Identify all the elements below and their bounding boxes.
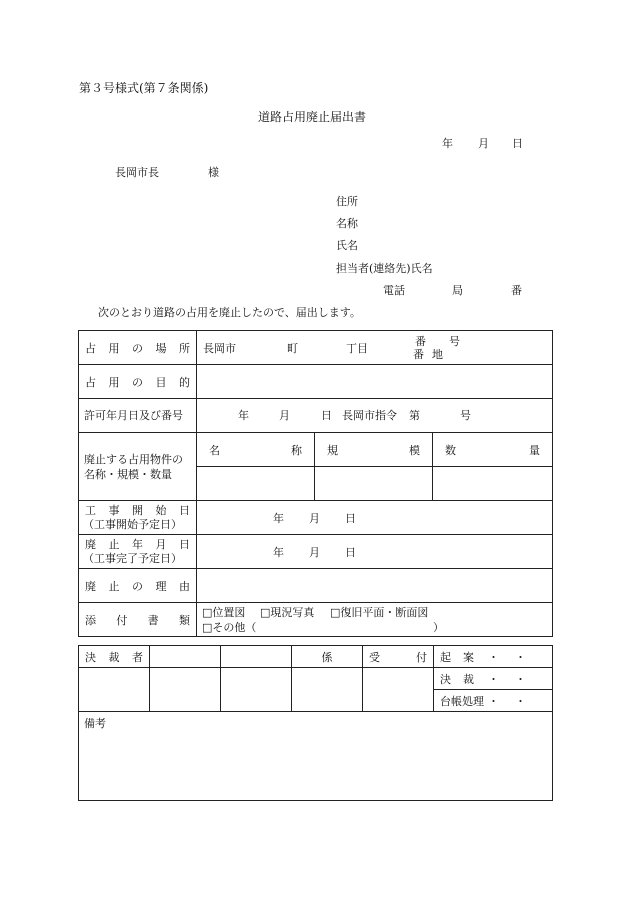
objects-label-line2: 名称・規模・数量 [84,467,172,481]
permit-go: 号 [460,409,471,422]
attachment-location-map[interactable]: □位置図 [202,606,246,619]
date-year: 年 [442,137,453,150]
start-label-cell [79,501,197,535]
remarks-cell[interactable] [79,712,553,801]
purpose-label-cell [79,365,197,399]
objects-label-cell [79,433,197,501]
end-label-line1: 廃 止 年 月 日 [85,537,190,551]
phone-label: 電話 [383,284,405,297]
addressee-honorific: 様 [208,166,219,179]
intro-text: 次のとおり道路の占用を廃止したので、届出します。 [98,306,361,319]
location-value-cell[interactable] [197,331,553,365]
approver-cell-2 [221,646,292,668]
location-machi: 町 [287,342,298,355]
reason-label-cell [79,569,197,603]
attachment-other[interactable]: □その他（ [202,621,257,634]
remarks-label: 備考 [84,717,106,730]
end-label-line2: （工事完了予定日） [83,551,182,565]
location-label-cell [79,331,197,365]
start-label-line2: （工事開始予定日） [83,517,182,531]
kian-cell: 起 案 ・ ・ [434,646,553,668]
end-day: 日 [345,546,356,559]
start-label-line1: 工 事 開 始 日 [85,503,190,517]
end-month: 月 [309,546,320,559]
objects-name-header: 名 称 [197,433,315,467]
date-day: 日 [512,137,523,150]
attachment-restoration-drawing[interactable]: □復旧平面・断面図 [330,606,429,619]
kakari-header: 係 [292,646,363,668]
date-month: 月 [478,137,489,150]
stamp-cell-5 [363,668,434,712]
objects-qty-header: 数 量 [433,433,553,467]
application-form-table [78,330,553,637]
stamp-cell-1 [79,668,150,712]
stamp-cell-3 [221,668,292,712]
form-number: 第３号様式(第７条関係) [79,81,209,95]
stamp-cell-2 [150,668,221,712]
permit-month: 月 [279,409,290,422]
reason-label: 廃 止 の 理 由 [85,579,190,593]
permit-label: 許可年月日及び番号 [84,409,183,422]
attachment-site-photo[interactable]: □現況写真 [260,606,315,619]
location-city: 長岡市 [203,342,236,355]
objects-scale-header: 規 模 [315,433,433,467]
kessai-cell: 決 裁 ・ ・ [434,668,553,690]
location-ban: 番 [415,335,426,348]
permit-designation: 長岡市指令 [342,409,397,422]
permit-value-cell[interactable] [197,399,553,433]
applicant-person-label: 氏名 [336,239,358,252]
purpose-label: 占 用 の 目 的 [85,375,190,389]
phone-ban: 番 [511,284,522,297]
reason-value-cell[interactable] [197,569,553,603]
approver-header: 決 裁 者 [79,646,150,668]
start-day: 日 [345,512,356,525]
objects-label-line1: 廃止する占用物件の [84,452,183,466]
uketsuke-header: 受 付 [363,646,434,668]
purpose-value-cell[interactable] [197,365,553,399]
start-month: 月 [309,512,320,525]
end-value-cell[interactable] [197,535,553,569]
end-year: 年 [273,546,284,559]
applicant-address-label: 住所 [336,195,358,208]
start-value-cell[interactable] [197,501,553,535]
office-use-table [78,645,553,801]
attachment-other-close: ） [433,621,444,634]
daicho-cell: 台帳処理 ・ ・ [434,690,553,712]
objects-scale-value[interactable] [315,467,433,501]
applicant-contact-label: 担当者(連絡先)氏名 [336,262,433,275]
phone-kyoku: 局 [452,284,463,297]
permit-label-cell [79,399,197,433]
objects-name-value[interactable] [197,467,315,501]
objects-qty-value[interactable] [433,467,553,501]
attachments-label-cell [79,603,197,637]
attachments-value-cell[interactable] [197,603,553,637]
location-banchi: 番地 [413,348,451,361]
permit-day: 日 [321,409,332,422]
location-go: 号 [449,335,460,348]
addressee-name: 長岡市長 [115,166,159,179]
document-title: 道路占用廃止届出書 [258,110,367,124]
start-year: 年 [273,512,284,525]
permit-dai: 第 [409,409,420,422]
end-label-cell [79,535,197,569]
permit-year: 年 [238,409,249,422]
location-chome: 丁目 [346,342,368,355]
approver-cell-1 [150,646,221,668]
stamp-cell-4 [292,668,363,712]
attachments-label: 添 付 書 類 [85,613,190,627]
location-label: 占 用 の 場 所 [85,341,190,355]
applicant-org-label: 名称 [336,217,358,230]
